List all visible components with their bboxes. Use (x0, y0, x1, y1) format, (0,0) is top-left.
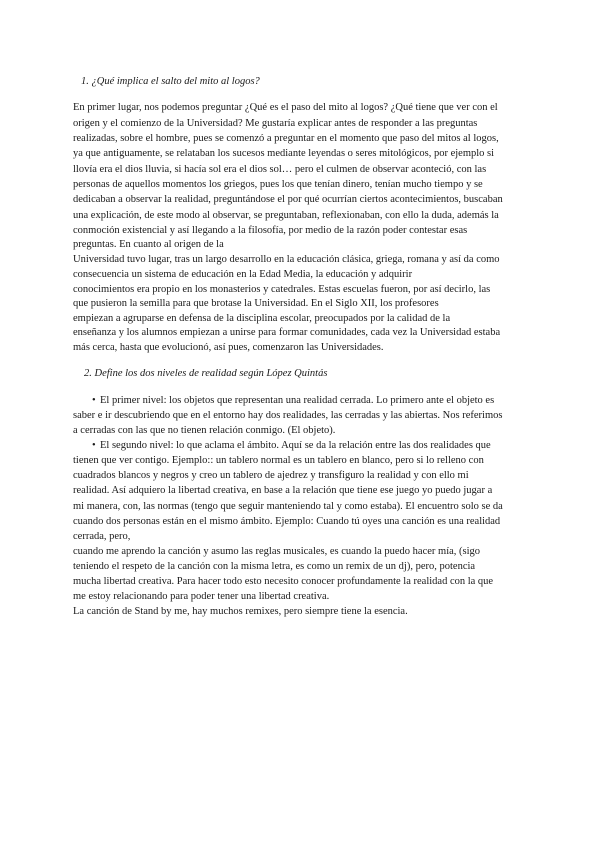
paragraph-line: enseñanza y los alumnos empiezan a unirse para formar comunidades, cada vez la Universidad estaba (73, 327, 501, 338)
paragraph-line: El primer nivel: los objetos que representan una realidad cerrada. Lo primero ante el objeto es (100, 395, 495, 406)
paragraph-line: empiezan a agruparse en defensa de la disciplina escolar, preocupados por la calidad de la (73, 313, 451, 324)
paragraph-line: conocimientos era propio en los monasterios y catedrales. Estas escuelas fueron, por así decirlo, las (73, 284, 491, 295)
paragraph-line: más cerca, hasta que evolucionó, así pues, comenzaron las Universidades. (73, 342, 384, 353)
section-2-heading: 2. Define los dos niveles de realidad según López Quintás (84, 368, 328, 379)
bullet-item-second-level (92, 439, 491, 452)
paragraph-line: ya que antiguamente, se relataban los sucesos mediante leyendas o seres mitológicos, por ejemplo si (73, 148, 495, 159)
paragraph-line: conmoción existencial y así llegando a la filosofía, por medio de la razón poder contestar esas (73, 225, 468, 236)
paragraph-line: que pusieron la semilla para que brotase la Universidad. En el Siglo XII, los profesores (73, 298, 439, 309)
paragraph-line: El segundo nivel: lo que aclama el ámbito. Aquí se da la relación entre las dos realidades que (100, 440, 491, 451)
paragraph-line: cerrada, pero, (73, 531, 131, 542)
bullet-item-first-level (92, 394, 494, 407)
paragraph-line: llovía era el dios lluvia, si hacía sol era el dios sol… pero el culmen de observar aconteció, con las (73, 164, 487, 175)
paragraph-line: cuadrados blancos y negros y creo un tablero de ajedrez y transfiguro la realidad y con ello mi (73, 470, 469, 481)
bullet-icon: • (92, 440, 96, 451)
paragraph-line: teniendo el respeto de la canción con la misma letra, es como un remix de un dj), pero, potencia (73, 561, 476, 572)
section-1-heading: 1. ¿Qué implica el salto del mito al logos? (81, 76, 260, 87)
paragraph-line: tienen que ver contigo. Ejemplo:: un tablero normal es un tablero en blanco, pero si lo relleno con (73, 455, 484, 466)
paragraph-line: Universidad tuvo lugar, tras un largo desarrollo en la educación clásica, griega, romana y así da como (73, 254, 500, 265)
paragraph-line: personas de aquellos momentos los griegos, pues los que tenían dinero, tenían mucho tiempo y se (73, 179, 483, 190)
paragraph-line: La canción de Stand by me, hay muchos remixes, pero siempre tiene la esencia. (73, 606, 408, 617)
paragraph-line: mi manera, con, las normas (tengo que seguir manteniendo tal y como estaba). El encuentro solo se da (73, 501, 503, 512)
paragraph-line: mucha libertad creativa. Para hacer todo esto necesito conocer profundamente la realidad con la que (73, 576, 494, 587)
paragraph-line: realidad. Así adquiero la libertad creativa, en base a la relación que tiene ese juego yo puedo jugar a (73, 485, 493, 496)
paragraph-line: una explicación, de este modo al observar, se preguntaban, reflexionaban, con ello la duda, además la (73, 210, 499, 221)
paragraph-line: cuando me aprendo la canción y asumo las reglas musicales, es cuando la puedo hacer mía, (sigo (73, 546, 481, 557)
bullet-icon: • (92, 395, 96, 406)
paragraph-line: a cerradas con las que no tienen relación conmigo. (El objeto). (73, 425, 336, 436)
paragraph-line: realizadas, sobre el hombre, pues se comenzó a preguntar en el momento que paso del mitos al logos, (73, 133, 499, 144)
paragraph-line: En primer lugar, nos podemos preguntar ¿Qué es el paso del mito al logos? ¿Qué tiene que ver con el (73, 102, 498, 113)
paragraph-line: origen y el comienzo de la Universidad? Me gustaría explicar antes de responder a las preguntas (73, 118, 478, 129)
paragraph-line: preguntas. En cuanto al origen de la (73, 239, 224, 250)
paragraph-line: saber e ir descubriendo que en el entorno hay dos realidades, las cerradas y las abiertas. Nos referimos (73, 410, 503, 421)
paragraph-line: consecuencia un sistema de educación en la Edad Media, la educación y adquirir (73, 269, 413, 280)
paragraph-line: cuando dos personas están en el mismo ámbito. Ejemplo: Cuando tú oyes una canción es una realidad (73, 516, 501, 527)
paragraph-line: me estoy relacionando para poder tener una libertad creativa. (73, 591, 330, 602)
paragraph-line: dedicaban a observar la realidad, preguntándose el por qué ocurrían ciertos acontecimientos, buscaban (73, 194, 503, 205)
